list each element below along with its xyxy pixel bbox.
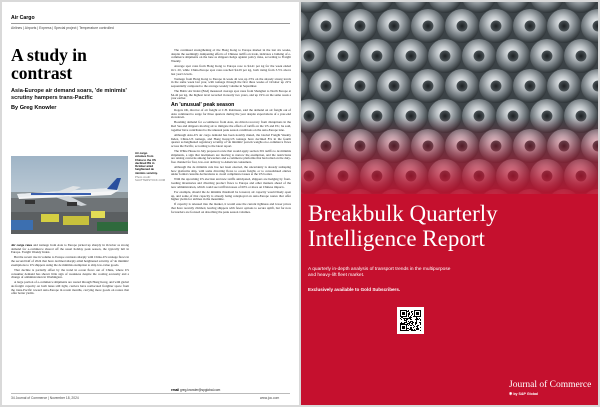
qr-module — [414, 316, 415, 317]
qr-module — [400, 330, 401, 331]
qr-module — [400, 315, 401, 316]
qr-module — [406, 322, 407, 323]
qr-module — [418, 312, 419, 313]
qr-module — [416, 321, 417, 322]
qr-module — [419, 322, 420, 323]
qr-module — [408, 314, 409, 315]
qr-module — [417, 310, 418, 311]
qr-module — [401, 319, 402, 320]
qr-module — [406, 329, 407, 330]
qr-module — [420, 322, 421, 323]
qr-module — [411, 317, 412, 318]
advertisement-page — [301, 2, 598, 405]
qr-module — [407, 318, 408, 319]
qr-module — [400, 311, 401, 312]
qr-module — [406, 324, 407, 325]
qr-module — [407, 311, 408, 312]
qr-module — [406, 314, 407, 315]
qr-module — [420, 314, 421, 315]
qr-module — [418, 310, 419, 311]
qr-module — [409, 314, 410, 315]
qr-module — [408, 325, 409, 326]
qr-module — [404, 312, 405, 313]
qr-module — [403, 328, 404, 329]
qr-module — [410, 321, 411, 322]
qr-module — [413, 316, 414, 317]
qr-module — [404, 327, 405, 328]
qr-module — [408, 318, 409, 319]
qr-module — [401, 316, 402, 317]
qr-module — [404, 316, 405, 317]
qr-module — [415, 330, 416, 331]
paragraph: Tonnage from Hong Kong to Europe in week 42 was up 23% on the already strong levels in the same week last year, with tonnage through the first three weeks of October up 22% sequentially compared to the average weekly volume in September. — [171, 76, 291, 88]
qr-module — [410, 328, 411, 329]
qr-module — [409, 318, 410, 319]
qr-module — [420, 319, 421, 320]
brand-byline-text: by S&P Global — [513, 392, 539, 396]
qr-module — [412, 311, 413, 312]
qr-module — [413, 322, 414, 323]
qr-module — [402, 317, 403, 318]
qr-module — [415, 322, 416, 323]
qr-module — [403, 314, 404, 315]
qr-module — [404, 313, 405, 314]
qr-module — [403, 310, 404, 311]
paragraph-text: and tonnage from Asia to Europe picked up sharply in October as strong demand for e-commerce shored off the usual holiday peak season, the typically lull in Europe. Freight Weekly Index. — [11, 244, 129, 255]
qr-module — [418, 325, 419, 326]
qr-module — [419, 318, 420, 319]
qr-module — [409, 317, 410, 318]
photo-credit: Photo credit: SHUTTERSTOCK.COM — [135, 175, 166, 183]
qr-module — [403, 312, 404, 313]
qr-module — [411, 315, 412, 316]
qr-module — [408, 311, 409, 312]
qr-module — [403, 327, 404, 328]
qr-module — [412, 322, 413, 323]
qr-module — [406, 316, 407, 317]
qr-module — [406, 321, 407, 322]
report-description: A quarterly in-depth analysis of transport trends in the multipurpose and heavy-lift fleet market. — [308, 267, 451, 278]
qr-module — [410, 325, 411, 326]
qr-module — [416, 314, 417, 315]
qr-module — [409, 324, 410, 325]
qr-module — [406, 311, 407, 312]
qr-module — [403, 313, 404, 314]
qr-module — [410, 329, 411, 330]
section-divider — [11, 23, 290, 24]
qr-module — [410, 317, 411, 318]
qr-module — [416, 310, 417, 311]
qr-module — [405, 320, 406, 321]
qr-module — [404, 320, 405, 321]
qr-module — [417, 327, 418, 328]
qr-module — [404, 328, 405, 329]
article-byline: By Greg Knowler — [11, 105, 57, 111]
qr-module — [401, 310, 402, 311]
qr-module — [406, 326, 407, 327]
qr-module — [403, 326, 404, 327]
paragraph-lead: Air cargo rates — [11, 244, 33, 247]
qr-module — [400, 318, 401, 319]
qr-module — [420, 323, 421, 324]
qr-module — [417, 319, 418, 320]
qr-module — [402, 330, 403, 331]
site-url[interactable]: www.joc.com — [260, 396, 280, 400]
qr-module — [410, 318, 411, 319]
subscriber-note: Exclusively available to Gold Subscribers. — [308, 287, 401, 292]
author-email — [171, 388, 220, 392]
qr-module — [407, 330, 408, 331]
qr-module — [416, 328, 417, 329]
article-headline: A study in contrast — [11, 45, 87, 83]
qr-module — [402, 316, 403, 317]
qr-module — [420, 316, 421, 317]
paragraph: Although the de minimis rule has not been enacted, the uncertainty is already reshaping how platforms ship, with some diverting flows to ocean freight, or to consolidated entries under formal customs declarations to avoid compliance issues at the US border. — [171, 165, 291, 177]
qr-module — [404, 324, 405, 325]
qr-module — [419, 316, 420, 317]
qr-module — [414, 311, 415, 312]
qr-module — [406, 310, 407, 311]
qr-module — [406, 315, 407, 316]
qr-module — [403, 330, 404, 331]
qr-module — [417, 316, 418, 317]
qr-code[interactable] — [397, 307, 424, 334]
qr-module — [412, 323, 413, 324]
qr-module — [416, 320, 417, 321]
qr-module — [407, 323, 408, 324]
qr-module — [416, 312, 417, 313]
qr-module — [411, 327, 412, 328]
qr-module — [400, 327, 401, 328]
qr-module — [400, 326, 401, 327]
qr-module — [403, 318, 404, 319]
qr-module — [419, 310, 420, 311]
paragraph — [11, 244, 129, 255]
qr-module — [407, 328, 408, 329]
qr-module — [401, 324, 402, 325]
section-tags: Airlines | Airports | Express | Special project | Temperature controlled — [11, 26, 114, 30]
qr-module — [409, 329, 410, 330]
paragraph: Booming demand for e-commerce from Asia, air-driven recovery from disruptions in the Red Sea and shippers moving air to mitigate the effects of tariffs on the US and EU, he said, together have contributed to the unusual peak season conditions on the Asia-Europe lane. — [171, 120, 291, 132]
paragraph: The Baltic Air Index (BAI) measured average spot rates from Shanghai to North Europe at $4.42 per kg, the highest level recorded in nearly two years, and up 19% on the same week a year earlier. — [171, 88, 291, 101]
qr-module — [409, 312, 410, 313]
photo-caption — [135, 151, 166, 183]
qr-module — [409, 322, 410, 323]
qr-module — [414, 315, 415, 316]
qr-module — [418, 314, 419, 315]
qr-module — [404, 314, 405, 315]
article-column-2 — [171, 49, 291, 384]
qr-module — [420, 327, 421, 328]
qr-module — [420, 330, 421, 331]
qr-module — [408, 315, 409, 316]
qr-module — [418, 316, 419, 317]
qr-module — [408, 313, 409, 314]
qr-module — [402, 327, 403, 328]
qr-module — [405, 316, 406, 317]
qr-module — [400, 313, 401, 314]
sp-global-star-icon: ✱ — [509, 391, 513, 396]
qr-module — [404, 319, 405, 320]
qr-module — [408, 310, 409, 311]
qr-module — [401, 323, 402, 324]
qr-module — [403, 324, 404, 325]
paragraph: Average spot rates from Hong Kong to Europe rose to $4.41 per kg for the week ended Oct. 20, while China-Europe spot rates reached $4.29 per kg, both rising from 3.5% above last year's levels. — [171, 64, 291, 76]
qr-module — [414, 312, 415, 313]
paragraph: For example, should the de minimis threshold be lowered, air capacity would likely open up, and some of that capacity is already being redeployed on Asia-Europe routes that offer higher yields for airlines in the meantime. — [171, 189, 291, 202]
paragraph: That decline is partially offset by the trend in ocean flows out of China, where US consumer demand has shown little sign of weakness despite the cooling economy and a change of administration in Washington. — [11, 267, 129, 280]
paragraph: The White House in July proposed a rule that would apply section 301 tariffs to de minimis shipments, a sign that lawmakers are moving to narrow the exemption, and the restrictions are raising concerns among forwarders and e-commerce platforms that had relied on the duty-free channel for fast, low-cost delivery to American consumers. — [171, 148, 291, 165]
article-deck: Asia-Europe air demand soars, 'de minimis' scrutiny hampers trans-Pacific — [11, 88, 127, 101]
qr-module — [416, 323, 417, 324]
qr-module — [400, 312, 401, 313]
qr-module — [416, 313, 417, 314]
qr-module — [403, 323, 404, 324]
qr-module — [406, 320, 407, 321]
page-folio: 34 Journal of Commerce | November 18, 2024 — [11, 396, 79, 400]
qr-module — [420, 324, 421, 325]
paragraph: If capacity is released into the market, it would ease the current tightness and lower prices that have recently climbed, leaving shippers with fewer options to secure uplift, but for now forwarders are focused on absorbing the peak season volumes. — [171, 202, 291, 214]
paragraph: Although Asia-US air cargo demand has been notably muted, the Global Freight Weekly Index, China-US tonnage, and Hong Kong-US tonnage have declined 8% in the fourth quarter as heightened regulatory scrutiny of 'de minimis' parcels weighs on e-commerce flows across the Pacific, according to the latest report. — [171, 132, 291, 148]
qr-module — [403, 316, 404, 317]
qr-module — [400, 323, 401, 324]
qr-module — [416, 318, 417, 319]
qr-module — [420, 311, 421, 312]
qr-module — [404, 326, 405, 327]
qr-module — [416, 326, 417, 327]
qr-module — [415, 323, 416, 324]
footer-divider — [11, 393, 290, 394]
qr-module — [401, 317, 402, 318]
qr-module — [402, 312, 403, 313]
qr-module — [402, 326, 403, 327]
qr-module — [400, 324, 401, 325]
qr-module — [405, 322, 406, 323]
qr-module — [412, 321, 413, 322]
qr-module — [414, 326, 415, 327]
qr-module — [406, 318, 407, 319]
article-subhead: An 'unusual' peak season — [171, 102, 235, 109]
article-photo — [11, 156, 128, 234]
qr-module — [412, 330, 413, 331]
qr-module — [400, 316, 401, 317]
qr-module — [413, 327, 414, 328]
qr-module — [408, 321, 409, 322]
qr-module — [412, 329, 413, 330]
qr-module — [402, 314, 403, 315]
qr-module — [416, 329, 417, 330]
qr-module — [408, 328, 409, 329]
qr-module — [412, 314, 413, 315]
qr-module — [400, 329, 401, 330]
qr-module — [411, 329, 412, 330]
qr-module — [404, 322, 405, 323]
qr-module — [400, 314, 401, 315]
article-column-1 — [11, 244, 129, 384]
qr-module — [415, 319, 416, 320]
section-label: Air Cargo — [11, 15, 35, 21]
qr-module — [411, 319, 412, 320]
qr-module — [401, 322, 402, 323]
qr-module — [420, 313, 421, 314]
qr-module — [417, 326, 418, 327]
qr-module — [414, 314, 415, 315]
qr-module — [411, 321, 412, 322]
qr-module — [402, 324, 403, 325]
qr-module — [420, 310, 421, 311]
qr-module — [410, 316, 411, 317]
qr-module — [417, 329, 418, 330]
qr-module — [405, 324, 406, 325]
article-page — [2, 2, 299, 405]
steel-coils-photo — [301, 2, 598, 194]
qr-module — [406, 312, 407, 313]
qr-module — [412, 324, 413, 325]
qr-module — [420, 312, 421, 313]
qr-module — [414, 329, 415, 330]
qr-module — [415, 316, 416, 317]
qr-module — [402, 328, 403, 329]
qr-module — [406, 313, 407, 314]
qr-module — [417, 314, 418, 315]
paragraph: A large portion of e-commerce shipments are routed through Hong Kong, and with global air-freight capacity on both lanes still tight, carriers have reallocated freighter space from the trans-Pacific toward Asia-Europe in recent months, carrying more goods on routes that offer better yields. — [11, 280, 129, 296]
qr-module — [410, 327, 411, 328]
qr-module — [416, 317, 417, 318]
qr-module — [417, 312, 418, 313]
qr-module — [402, 313, 403, 314]
qr-module — [402, 323, 403, 324]
qr-module — [406, 330, 407, 331]
qr-module — [411, 312, 412, 313]
qr-module — [412, 313, 413, 314]
qr-module — [411, 325, 412, 326]
qr-module — [418, 329, 419, 330]
qr-module — [413, 330, 414, 331]
qr-module — [402, 310, 403, 311]
qr-module — [418, 313, 419, 314]
qr-module — [406, 319, 407, 320]
qr-module — [405, 318, 406, 319]
qr-module — [418, 328, 419, 329]
qr-module — [410, 319, 411, 320]
qr-module — [409, 323, 410, 324]
qr-module — [408, 330, 409, 331]
brand-logo-text: Journal of Commerce — [509, 380, 592, 390]
qr-module — [420, 320, 421, 321]
qr-module — [400, 310, 401, 311]
qr-module — [417, 313, 418, 314]
qr-module — [417, 318, 418, 319]
photo-caption-text: Air cargo volumes from China to the US declined 8% in October amid heightened de minimis scrutiny. — [135, 151, 158, 175]
qr-module — [404, 310, 405, 311]
qr-module — [416, 319, 417, 320]
qr-module — [420, 315, 421, 316]
qr-module — [409, 313, 410, 314]
qr-module — [418, 319, 419, 320]
qr-module — [407, 324, 408, 325]
qr-module — [415, 324, 416, 325]
qr-module — [404, 323, 405, 324]
qr-module — [406, 327, 407, 328]
qr-module — [414, 330, 415, 331]
email-label: email — [171, 388, 180, 392]
qr-module — [417, 328, 418, 329]
qr-module — [400, 328, 401, 329]
qr-module — [408, 323, 409, 324]
qr-module — [407, 319, 408, 320]
qr-module — [405, 310, 406, 311]
qr-module — [416, 322, 417, 323]
paragraph: Rogers Oh, director of air freight at C.H. Robinson, said the demand on air freight out of Asia continued to surge for three quarters during the year despite expectations of a year-end slowdown. — [171, 108, 291, 120]
qr-module — [411, 311, 412, 312]
email-link[interactable]: greg.knowler@spglobal.com — [180, 388, 221, 392]
qr-module — [416, 316, 417, 317]
paragraph: With the upcoming US election and new tariffs anticipated, shippers are hedging by front-loading inventories and diverting product flows to Europe and other markets ahead of the new administration, which could see tariff increases of 60% or more on Chinese imports. — [171, 177, 291, 189]
paragraph: But the recent rise in volume to Europe contrasts sharply with China-US tonnage flows in the second half of 2024 that have declined sharply amid heightened scrutiny of 'de minimis' exemptions to US shippers using the de minimis exemption to ship low-value goods. — [11, 255, 129, 267]
qr-module — [410, 322, 411, 323]
qr-module — [414, 313, 415, 314]
qr-module — [404, 318, 405, 319]
qr-module — [400, 325, 401, 326]
qr-module — [414, 310, 415, 311]
qr-module — [406, 325, 407, 326]
qr-module — [411, 328, 412, 329]
report-title: Breakbulk Quarterly Intelligence Report — [308, 201, 498, 251]
qr-module — [417, 325, 418, 326]
qr-module — [415, 310, 416, 311]
qr-module — [411, 323, 412, 324]
paragraph: The continued strengthening of the Hong Kong to Europe market in the last six weeks, despite the seemingly dampening effects of Chinese tariffs on trade, indicates a bulking of e-commerce shipments on the lane as shippers hedge against policy risks, according to Freight Weekly. — [171, 49, 291, 64]
qr-module — [408, 316, 409, 317]
qr-module — [401, 330, 402, 331]
qr-module — [406, 328, 407, 329]
brand-byline — [509, 391, 538, 396]
qr-module — [413, 325, 414, 326]
qr-module — [404, 330, 405, 331]
qr-module — [405, 330, 406, 331]
qr-module — [411, 330, 412, 331]
